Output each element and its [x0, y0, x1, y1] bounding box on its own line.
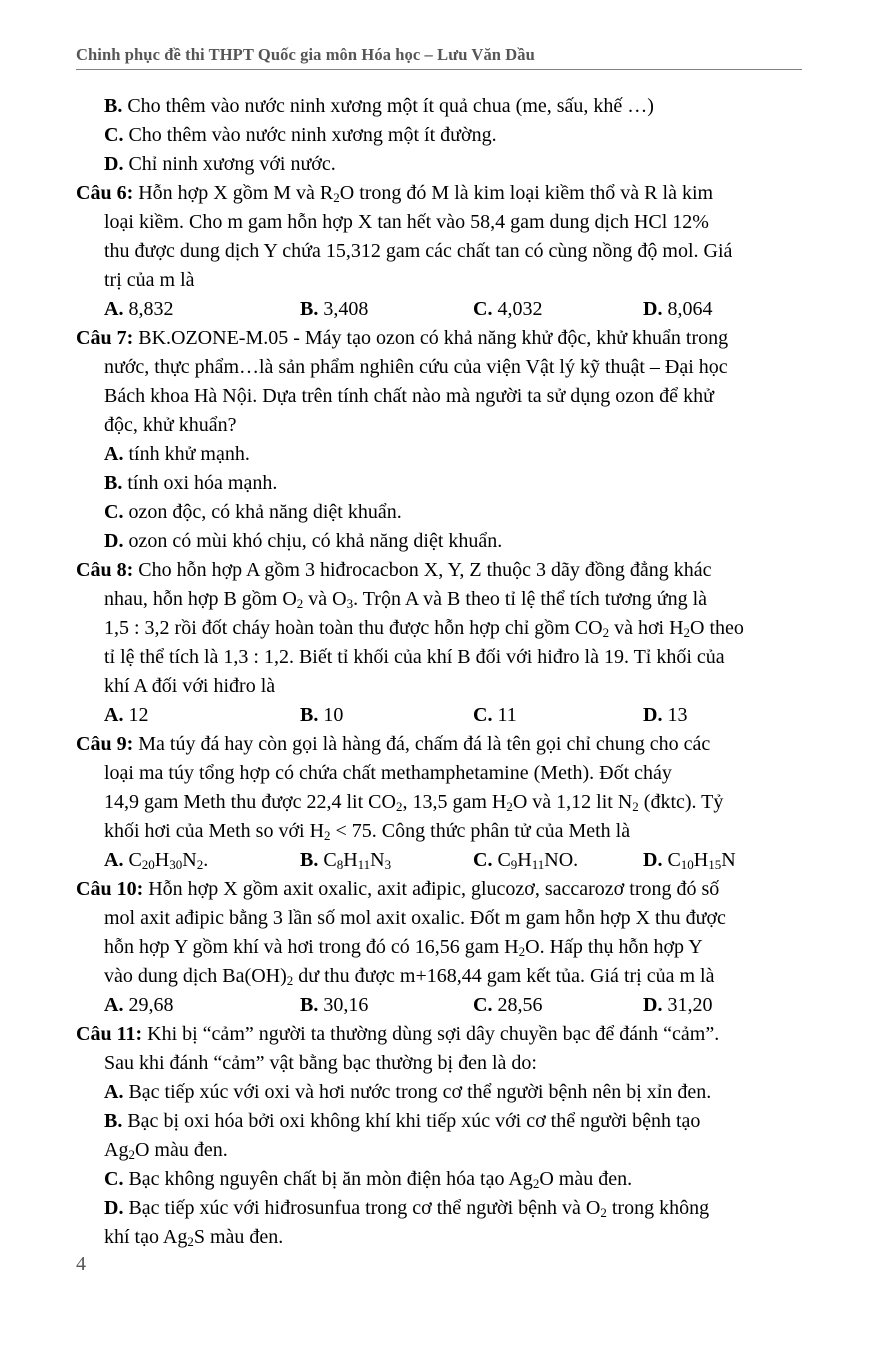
q8-line-4: tỉ lệ thể tích là 1,3 : 1,2. Biết tỉ khối của khí B đối với hiđro là 19. Tỉ khối của — [104, 646, 725, 668]
q6-options — [76, 295, 800, 324]
q9-option-a: A. $C_{20}H_{30}N_2$. — [104, 849, 209, 872]
q10-option-d: D. 31,20 — [643, 994, 713, 1016]
q9-label: Câu 9: — [76, 733, 134, 755]
q6-line-3: thu được dung dịch Y chứa 15,312 gam các chất tan có cùng nồng độ mol. Giá — [104, 240, 733, 262]
q5-option-d: D. Chỉ ninh xương với nước. — [104, 153, 336, 175]
q11-option-b-line-1: B. Bạc bị oxi hóa bởi oxi không khí khi tiếp xúc với cơ thể người bệnh tạo — [104, 1110, 701, 1132]
q7-line-4: độc, khử khuẩn? — [104, 414, 237, 436]
q11-line-2: Sau khi đánh “cảm” vật bằng bạc thường bị đen là do: — [104, 1052, 537, 1074]
q10-option-b: B. 30,16 — [300, 994, 369, 1016]
q10-option-c: C. 28,56 — [473, 994, 543, 1016]
q11-option-c: C. Bạc không nguyên chất bị ăn mòn điện hóa tạo $Ag_2O$ màu đen. — [104, 1168, 633, 1191]
q10-label: Câu 10: — [76, 878, 144, 900]
q7-label: Câu 7: — [76, 327, 134, 349]
q8-option-c: C. 11 — [473, 704, 517, 726]
q11-line-1: Câu 11: Khi bị “cảm” người ta thường dùng sợi dây chuyền bạc để đánh “cảm”. — [76, 1023, 720, 1045]
q7-option-a: A. tính khử mạnh. — [104, 443, 250, 465]
q11-option-d-line-2: khí tạo $Ag_2S$ màu đen. — [104, 1226, 284, 1249]
q7-option-b: B. tính oxi hóa mạnh. — [104, 472, 278, 494]
q6-option-b: B. 3,408 — [300, 298, 369, 320]
q6-option-a: A. 8,832 — [104, 298, 174, 320]
q9-option-c: C. $C_9H_{11}NO$. — [473, 849, 579, 872]
q5-option-b: B. Cho thêm vào nước ninh xương một ít quả chua (me, sấu, khế …) — [104, 95, 654, 117]
q7-line-1: Câu 7: BK.OZONE-M.05 - Máy tạo ozon có khả năng khử độc, khử khuẩn trong — [76, 327, 729, 349]
q11-option-b-line-2: $Ag_2O$ màu đen. — [104, 1139, 228, 1162]
page-content — [76, 92, 800, 1252]
q9-line-3: 14,9 gam Meth thu được 22,4 lit $CO_2$, 13,5 gam $H_2O$ và 1,12 lit $N_2$ (đktc). Tỷ — [104, 791, 724, 814]
q9-line-2: loại ma túy tổng hợp có chứa chất methamphetamine (Meth). Đốt cháy — [104, 762, 672, 784]
q8-option-b: B. 10 — [300, 704, 344, 726]
q8-option-a: A. 12 — [104, 704, 149, 726]
q10-line-4: vào dung dịch $Ba(OH)_2$ dư thu được m+168,44 gam kết tủa. Giá trị của m là — [104, 965, 715, 988]
q9-option-b: B. $C_8H_{11}N_3$ — [300, 849, 392, 872]
q8-line-2: nhau, hỗn hợp B gồm $O_2$ và $O_3$. Trộn A và B theo tỉ lệ thể tích tương ứng là — [104, 588, 708, 611]
q11-option-d-line-1: D. Bạc tiếp xúc với hiđrosunfua trong cơ thể người bệnh và $O_2$ trong không — [104, 1197, 710, 1220]
q9-line-4: khối hơi của Meth so với $H_2 < 75$. Công thức phân tử của Meth là — [104, 820, 631, 843]
q10-options — [76, 991, 800, 1020]
header-title: Chinh phục đề thi THPT Quốc gia môn Hóa học – Lưu Văn Dầu — [76, 45, 535, 64]
q8-label: Câu 8: — [76, 559, 134, 581]
q9-options — [76, 846, 800, 875]
q7-option-d: D. ozon có mùi khó chịu, có khả năng diệt khuẩn. — [104, 530, 503, 552]
q6-line-1: Câu 6: Hỗn hợp X gồm M và $R_2O$ trong đó M là kim loại kiềm thổ và R là kim — [76, 182, 714, 205]
q6-line-4: trị của m là — [104, 269, 195, 291]
q8-options — [76, 701, 800, 730]
q7-line-3: Bách khoa Hà Nội. Dựa trên tính chất nào mà người ta sử dụng ozon để khử — [104, 385, 714, 407]
q6-option-d: D. 8,064 — [643, 298, 713, 320]
q10-line-1: Câu 10: Hỗn hợp X gồm axit oxalic, axit ađipic, glucozơ, saccarozơ trong đó số — [76, 878, 720, 900]
page-number: 4 — [76, 1253, 86, 1275]
q10-line-3: hỗn hợp Y gồm khí và hơi trong đó có 16,56 gam $H_2O$. Hấp thụ hỗn hợp Y — [104, 936, 703, 959]
q8-line-3: 1,5 : 3,2 rồi đốt cháy hoàn toàn thu được hỗn hợp chỉ gồm $CO_2$ và hơi $H_2O$ theo — [104, 617, 744, 640]
q10-option-a: A. 29,68 — [104, 994, 174, 1016]
q11-option-a: A. Bạc tiếp xúc với oxi và hơi nước trong cơ thể người bệnh nên bị xỉn đen. — [104, 1081, 712, 1103]
q5-option-c: C. Cho thêm vào nước ninh xương một ít đường. — [104, 124, 497, 146]
q7-option-c: C. ozon độc, có khả năng diệt khuẩn. — [104, 501, 402, 523]
q9-option-d: D. $C_{10}H_{15}N$ — [643, 849, 736, 872]
q7-line-2: nước, thực phẩm…là sản phẩm nghiên cứu của viện Vật lý kỹ thuật – Đại học — [104, 356, 728, 378]
q9-line-1: Câu 9: Ma túy đá hay còn gọi là hàng đá, chấm đá là tên gọi chỉ chung cho các — [76, 733, 711, 755]
q6-option-c: C. 4,032 — [473, 298, 543, 320]
running-header — [76, 45, 802, 70]
q8-option-d: D. 13 — [643, 704, 688, 726]
q6-label: Câu 6: — [76, 182, 134, 204]
q10-line-2: mol axit ađipic bằng 3 lần số mol axit oxalic. Đốt m gam hỗn hợp X thu được — [104, 907, 726, 929]
q11-label: Câu 11: — [76, 1023, 143, 1045]
q8-line-5: khí A đối với hiđro là — [104, 675, 276, 697]
q8-line-1: Câu 8: Cho hỗn hợp A gồm 3 hiđrocacbon X, Y, Z thuộc 3 dãy đồng đẳng khác — [76, 559, 712, 581]
q6-line-2: loại kiềm. Cho m gam hỗn hợp X tan hết vào 58,4 gam dung dịch HCl 12% — [104, 211, 709, 233]
